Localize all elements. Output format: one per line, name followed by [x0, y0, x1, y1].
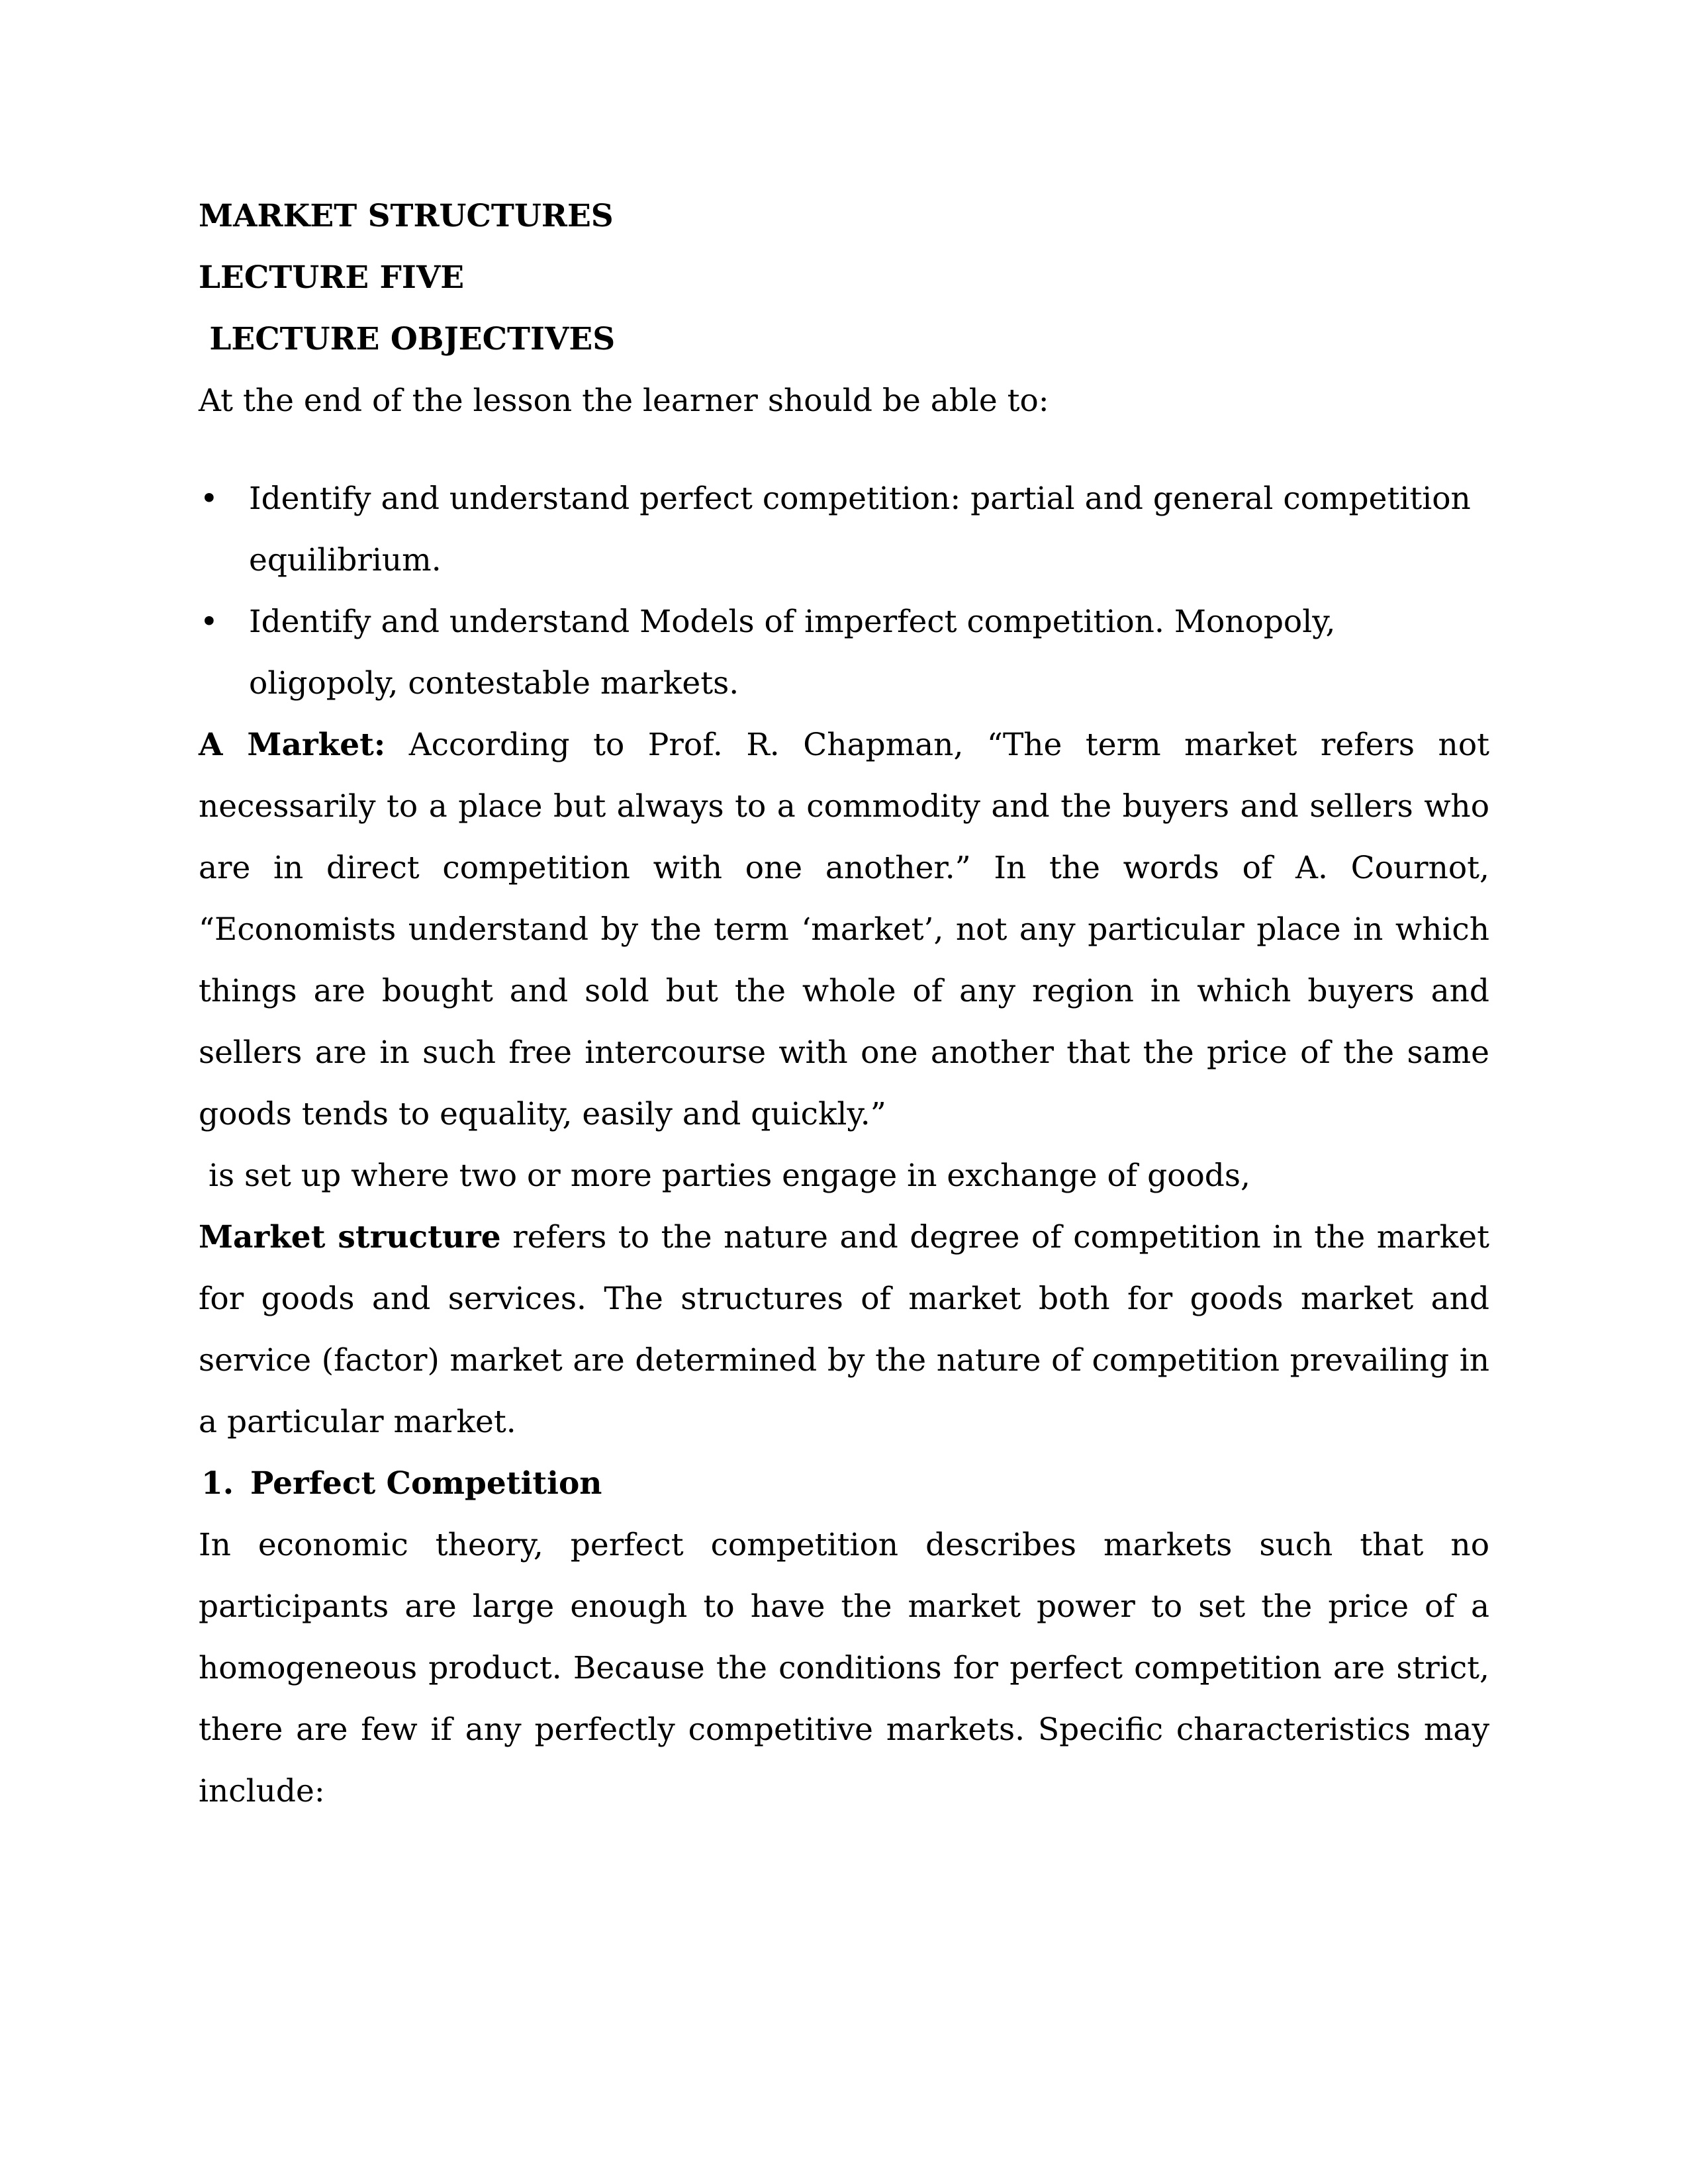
setup-line: is set up where two or more parties engage in exchange of goods,	[199, 1158, 1250, 1194]
list-item-text: Identify and understand Models of imperfect competition. Monopoly, oligopoly, contestable markets.	[249, 604, 1336, 702]
page-title: MARKET STRUCTURES	[199, 198, 614, 234]
numbered-heading	[199, 1453, 1489, 1514]
lecture-heading: LECTURE FIVE	[199, 259, 465, 296]
market-structure-lead: Market structure	[199, 1219, 501, 1255]
objectives-intro: At the end of the lesson the learner should be able to:	[199, 383, 1049, 419]
list-item-text: Identify and understand perfect competition: partial and general competition equilibrium.	[249, 480, 1471, 578]
market-definition-body: According to Prof. R. Chapman, “The term market refers not necessarily to a place but always to a commodity and the buyers and sellers who are in direct competition with one another.” In the words of A. Cournot, “Economists understand by the term ‘market’, not any particular place in which things are bought and sold but the whole of any region in which buyers and sellers are in such free intercourse with one another that the price of the same goods tends to equality, easily and quickly.”	[199, 727, 1499, 1132]
numbered-heading-text: Perfect Competition	[250, 1465, 602, 1502]
list-item	[199, 468, 1489, 591]
perfect-competition-paragraph: In economic theory, perfect competition describes markets such that no participants are large enough to have the market power to set the price of a homogeneous product. Because the conditions for perfect competition are strict, there are few if any perfectly competitive markets. Specific characteristics may include:	[199, 1527, 1499, 1809]
market-structure-body: refers to the nature and degree of competition in the market for goods and services. The structures of market both for goods market and service (factor) market are determined by the nature of competition prevailing in a particular market.	[199, 1219, 1499, 1440]
bullet-icon: •	[200, 480, 218, 517]
bullet-icon: •	[200, 604, 218, 640]
list-item	[199, 591, 1489, 714]
market-definition-lead: A Market:	[199, 727, 386, 763]
numbered-heading-number: 1.	[201, 1465, 234, 1502]
objectives-heading: LECTURE OBJECTIVES	[199, 321, 616, 357]
objectives-list	[199, 468, 1489, 714]
market-structure-paragraph	[199, 1206, 1499, 1453]
market-definition-paragraph	[199, 714, 1499, 1145]
